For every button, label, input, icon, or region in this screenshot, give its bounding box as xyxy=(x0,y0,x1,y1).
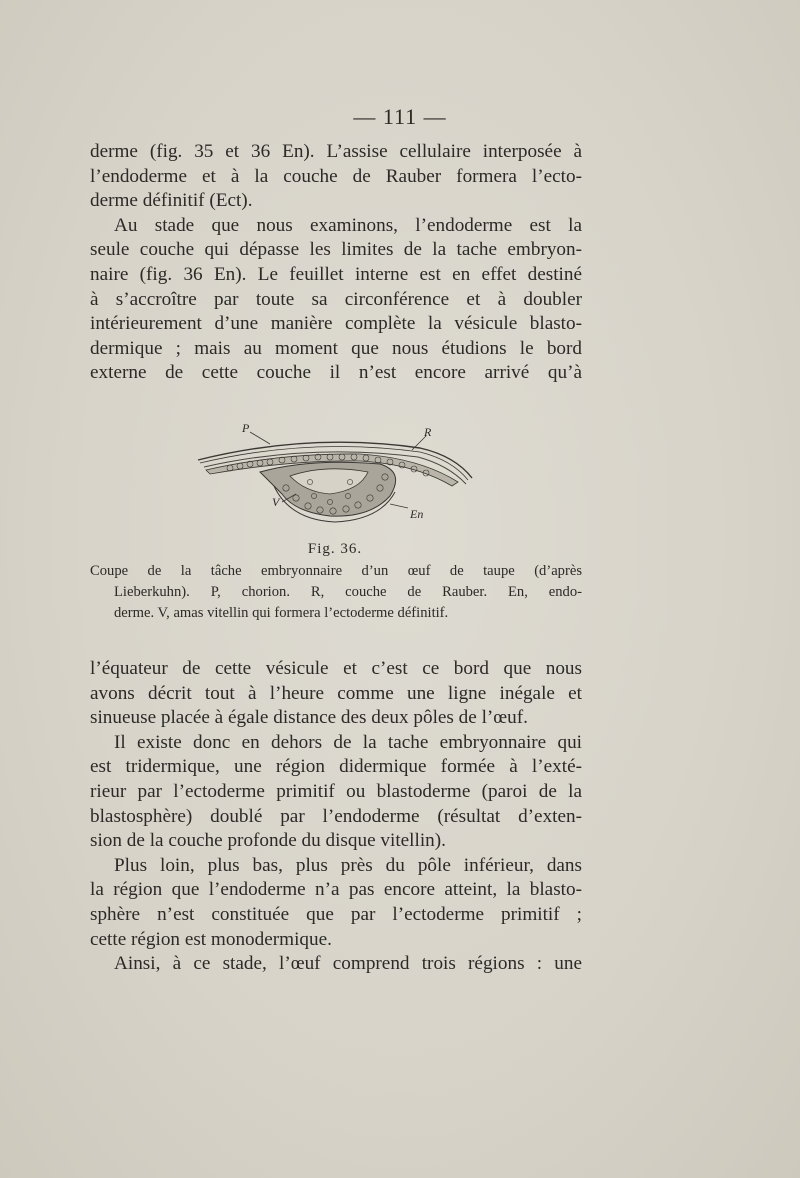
embryo-figure xyxy=(190,420,490,530)
text-line: naire (fig. 36 En). Le feuillet interne est en effet destiné xyxy=(90,263,582,285)
paragraph-block-bottom xyxy=(90,657,582,977)
text-line: Il existe donc en dehors de la tache embryonnaire qui xyxy=(114,731,582,753)
text-line: cette région est monodermique. xyxy=(90,928,332,950)
text-line: seule couche qui dépasse les limites de la tache embryon- xyxy=(90,239,582,261)
text-line: intérieurement d’une manière complète la vésicule blasto- xyxy=(90,313,582,335)
text-line: externe de cette couche il n’est encore arrivé qu’à xyxy=(90,362,582,384)
text-line: dermique ; mais au moment que nous étudions le bord xyxy=(90,337,582,359)
text-line: sion de la couche profonde du disque vitellin). xyxy=(90,830,446,852)
caption-line: Coupe de la tâche embryonnaire d’un œuf de taupe (d’après xyxy=(90,563,582,579)
text-line: Plus loin, plus bas, plus près du pôle inférieur, dans xyxy=(114,854,582,876)
text-line: Au stade que nous examinons, l’endoderme est la xyxy=(114,214,582,236)
caption-line: Lieberkuhn). P, chorion. R, couche de Rauber. En, endo- xyxy=(114,584,582,600)
text-line: la région que l’endoderme n’a pas encore atteint, la blasto- xyxy=(90,879,582,901)
paragraph-block-top xyxy=(90,140,582,386)
label-r: R xyxy=(424,425,432,439)
text-line: sinueuse placée à égale distance des deux pôles de l’œuf. xyxy=(90,707,528,729)
label-en: En xyxy=(410,507,424,521)
label-v: V xyxy=(272,495,280,509)
embryo-section-illustration xyxy=(190,420,490,530)
page-number: — 111 — xyxy=(353,104,447,129)
text-line: avons décrit tout à l’heure comme une ligne inégale et xyxy=(90,682,582,704)
text-line: sphère n’est constituée que par l’ectoderme primitif ; xyxy=(90,903,582,925)
text-line: blastosphère) doublé par l’endoderme (résultat d’exten- xyxy=(90,805,582,827)
text-line: est tridermique, une région didermique formée à l’exté- xyxy=(90,756,582,778)
text-line: rieur par l’ectoderme primitif ou blastoderme (paroi de la xyxy=(90,780,582,802)
text-line: derme (fig. 35 et 36 En). L’assise cellulaire interposée à xyxy=(90,141,582,162)
text-line: l’équateur de cette vésicule et c’est ce bord que nous xyxy=(90,658,582,679)
figure-title: Fig. 36. xyxy=(307,541,363,557)
caption-line: derme. V, amas vitellin qui formera l’ectoderme définitif. xyxy=(114,605,449,621)
text-line: à s’accroître par toute sa circonférence et à doubler xyxy=(90,288,582,310)
label-p: P xyxy=(242,421,250,435)
text-line: Ainsi, à ce stade, l’œuf comprend trois régions : une xyxy=(114,953,582,975)
figure-caption xyxy=(90,561,582,624)
text-line: l’endoderme et à la couche de Rauber formera l’ecto- xyxy=(90,165,582,187)
text-line: derme définitif (Ect). xyxy=(90,190,253,212)
